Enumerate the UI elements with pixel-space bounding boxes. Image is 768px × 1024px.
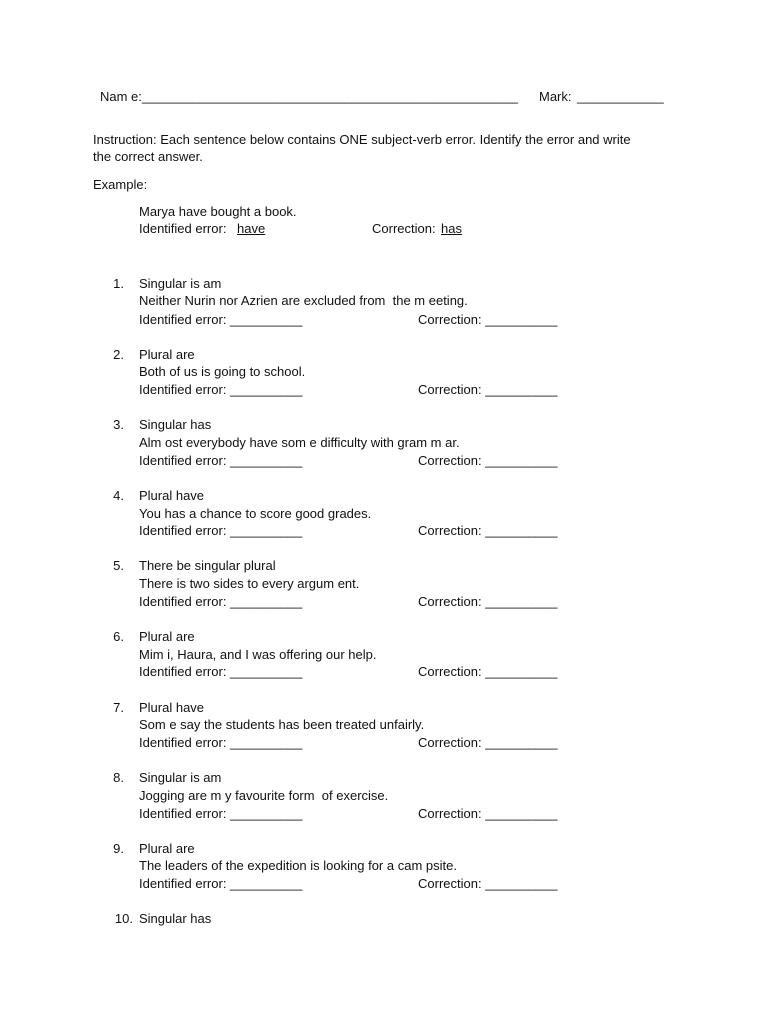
item-hint: Plural have	[139, 700, 205, 715]
correction-field[interactable]: Correction: __________	[418, 735, 558, 750]
correction-field[interactable]: Correction: __________	[418, 876, 558, 891]
correction-field[interactable]: Correction: __________	[418, 453, 558, 468]
item-number: 5.	[113, 558, 124, 573]
item-hint: Plural are	[139, 347, 195, 362]
correction-field[interactable]: Correction: __________	[418, 594, 558, 609]
correction-field[interactable]: Correction: __________	[418, 664, 558, 679]
item-number: 10.	[114, 911, 133, 926]
item-sentence: You has a chance to score good grades.	[139, 506, 372, 521]
correction-field[interactable]: Correction: __________	[418, 806, 558, 821]
identified-error-field[interactable]: Identified error: __________	[139, 806, 303, 821]
example-correction-value: has	[441, 221, 462, 236]
mark-field-line[interactable]: ____________	[577, 89, 664, 104]
item-sentence: Neither Nurin nor Azrien are excluded from the m eeting.	[139, 293, 468, 308]
item-number: 9.	[113, 841, 124, 856]
example-correction-label: Correction:	[372, 221, 436, 236]
example-label: Example:	[93, 177, 148, 192]
item-sentence: There is two sides to every argum ent.	[139, 576, 360, 591]
item-number: 2.	[113, 347, 124, 362]
item-sentence: Jogging are m y favourite form of exercise.	[139, 788, 389, 803]
name-field-line[interactable]: ____________________________________________________	[142, 89, 518, 104]
example-sentence: Marya have bought a book.	[139, 204, 297, 219]
identified-error-field[interactable]: Identified error: __________	[139, 382, 303, 397]
name-label: Nam e:	[100, 89, 142, 104]
correction-field[interactable]: Correction: __________	[418, 312, 558, 327]
identified-error-field[interactable]: Identified error: __________	[139, 876, 303, 891]
identified-error-field[interactable]: Identified error: __________	[139, 664, 303, 679]
item-number: 1.	[113, 276, 124, 291]
example-error-label: Identified error:	[139, 221, 227, 236]
item-sentence: The leaders of the expedition is looking for a cam psite.	[139, 858, 457, 873]
item-sentence: Alm ost everybody have som e difficulty with gram m ar.	[139, 435, 460, 450]
item-hint: Plural have	[139, 488, 205, 503]
item-hint: There be singular plural	[139, 558, 276, 573]
item-hint: Singular has	[139, 417, 212, 432]
correction-field[interactable]: Correction: __________	[418, 523, 558, 538]
instruction-line-1: Instruction: Each sentence below contains ONE subject-verb error. Identify the error and write	[93, 132, 631, 147]
item-sentence: Som e say the students has been treated unfairly.	[139, 717, 425, 732]
item-number: 4.	[113, 488, 124, 503]
item-sentence: Both of us is going to school.	[139, 364, 306, 379]
item-hint: Singular is am	[139, 770, 222, 785]
example-error-value: have	[237, 221, 266, 236]
identified-error-field[interactable]: Identified error: __________	[139, 453, 303, 468]
item-number: 8.	[113, 770, 124, 785]
item-number: 3.	[113, 417, 124, 432]
identified-error-field[interactable]: Identified error: __________	[139, 523, 303, 538]
identified-error-field[interactable]: Identified error: __________	[139, 735, 303, 750]
item-hint: Singular is am	[139, 276, 222, 291]
item-hint: Plural are	[139, 841, 195, 856]
instruction-line-2: the correct answer.	[93, 149, 203, 164]
item-number: 7.	[113, 700, 124, 715]
item-number: 6.	[113, 629, 124, 644]
identified-error-field[interactable]: Identified error: __________	[139, 312, 303, 327]
item-hint: Plural are	[139, 629, 195, 644]
item-hint: Singular has	[139, 911, 212, 926]
item-sentence: Mim i, Haura, and I was offering our help.	[139, 647, 377, 662]
correction-field[interactable]: Correction: __________	[418, 382, 558, 397]
identified-error-field[interactable]: Identified error: __________	[139, 594, 303, 609]
mark-label: Mark:	[539, 89, 572, 104]
